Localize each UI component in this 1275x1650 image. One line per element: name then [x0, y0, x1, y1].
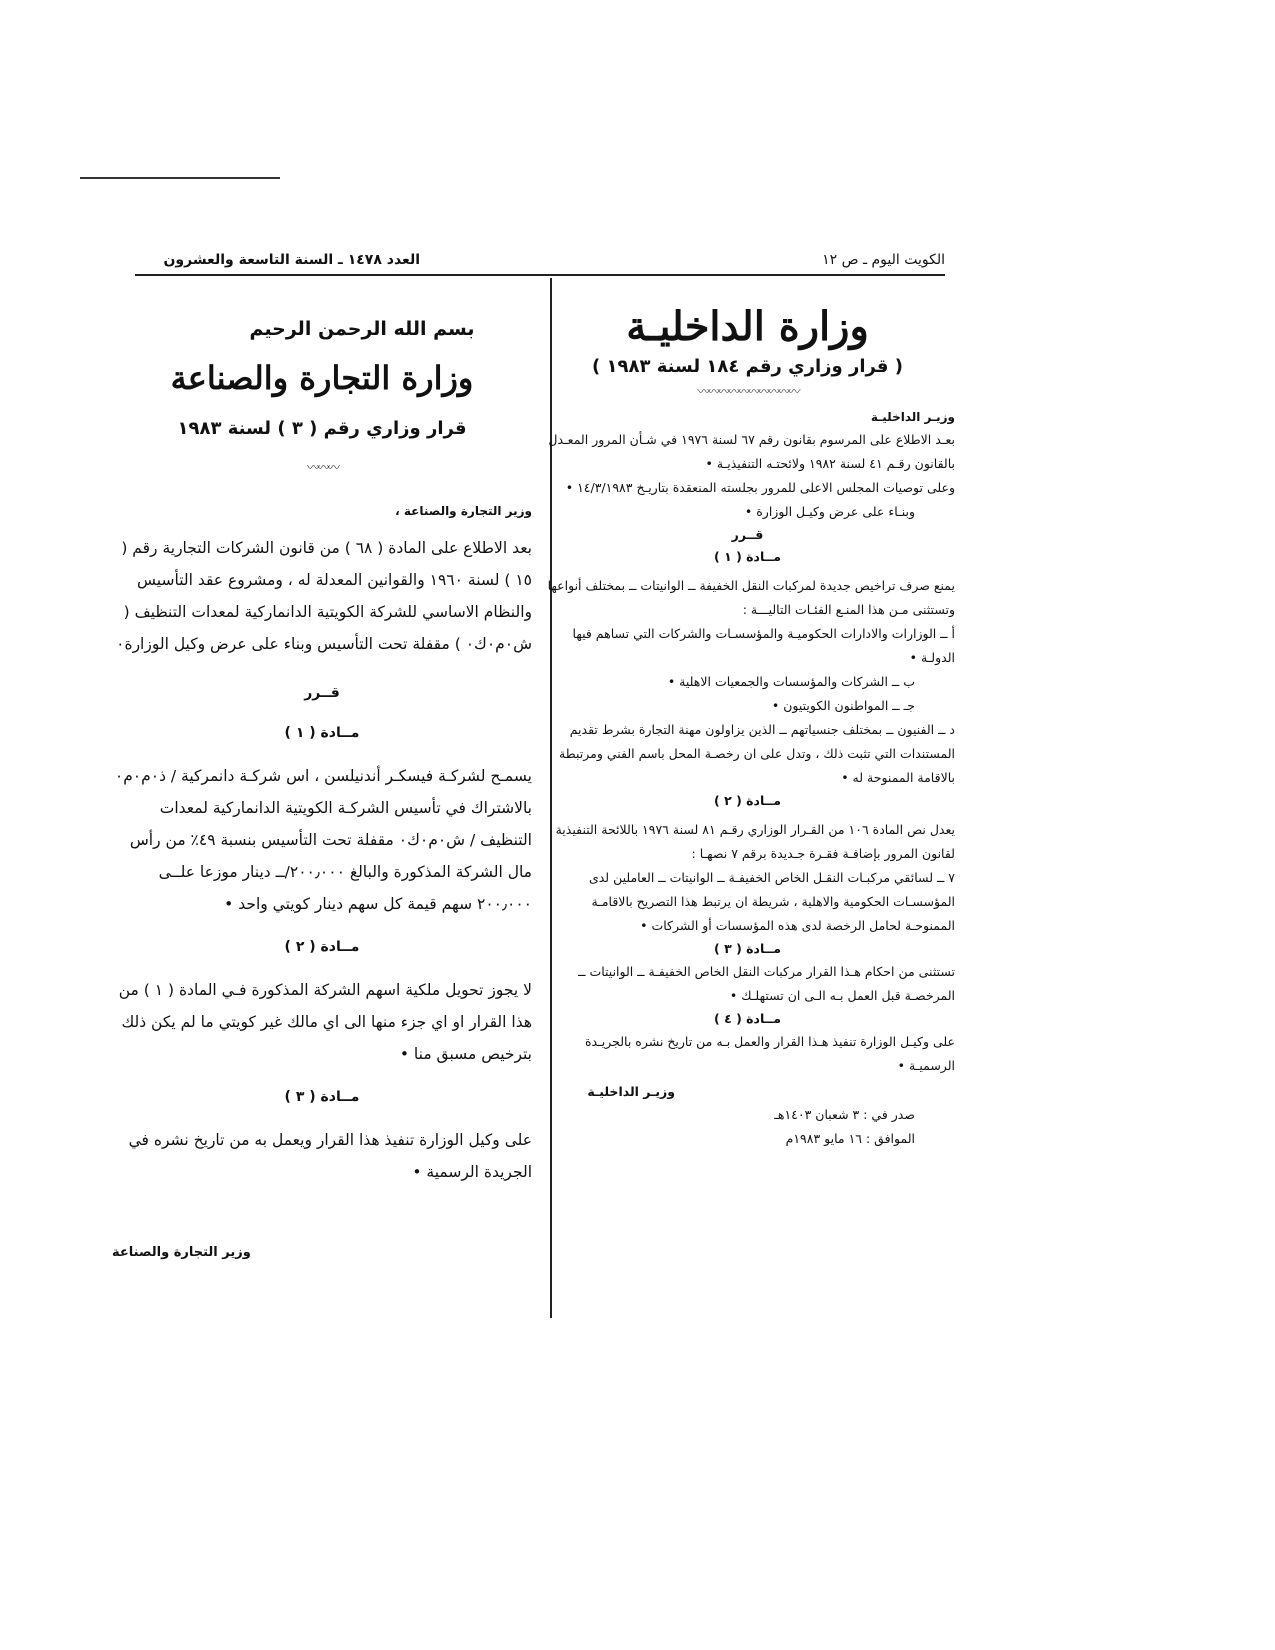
decision-title: قرار وزاري رقم ( ٣ ) لسنة ١٩٨٣ — [177, 418, 467, 439]
article-3-text: على وكيل الوزارة تنفيذ هذا القرار ويعمل به من تاريخ نشره في الجريدة الرسمية • — [128, 1131, 532, 1181]
article-4-title: مــادة ( ٤ ) — [714, 1011, 781, 1026]
article-1-title: مــادة ( ١ ) — [714, 549, 781, 564]
list-item: أ ــ الوزارات والادارات الحكوميـة والمؤسسـات والشركات التي تساهم فيها الدولـة • — [572, 626, 955, 665]
preamble-paragraph: وعلى توصيات المجلس الاعلى للمرور بجلسته المنعقدة بتاريـخ ١٤/٣/١٩٨٣ • — [565, 480, 955, 495]
decides-heading: قــرر — [731, 527, 764, 542]
wavy-divider: 〰〰〰〰〰〰〰〰〰〰 — [697, 385, 798, 400]
article-2-text: لا يجوز تحويل ملكية اسهم الشركة المذكورة فـي المادة ( ١ ) من هذا القرار او اي جزء منها الى اي مالك غير كويتي ما لم يكن ذلك بترخيص مسبق منا • — [118, 981, 532, 1063]
header-rule — [135, 274, 945, 276]
list-item: ٧ ــ لسائقي مركبـات النقـل الخاص الخفيفـة ــ الوانيتات ــ العاملين لدى المؤسسـات الحكومية والاهلية ، شريطة ان يرتبط هذا التصريح بالاقامـة الممنوحـة لحامل الرخصة لدى هذه المؤسسات أو الشركات • — [588, 870, 955, 933]
article-2-title: مــادة ( ٢ ) — [714, 793, 781, 808]
list-item: ب ــ الشركات والمؤسسات والجمعيات الاهلية • — [667, 674, 915, 689]
commerce-ministry-column — [112, 318, 532, 1188]
basmala: بسم الله الرحمن الرحيم — [249, 318, 475, 340]
article-1-text: يمنع صرف تراخيص جديدة لمركبات النقل الخفيفة ــ الوانيتات ــ بمختلف أنواعها وتستثنى مـن هذا المنـع الفئـات التاليـــة : — [547, 578, 955, 617]
minister-label: وزيـر الداخليـة — [870, 410, 955, 424]
article-4-text: على وكيـل الوزارة تنفيذ هـذا القرار والعمل بـه من تاريخ نشره بالجريـدة الرسميـة • — [584, 1034, 955, 1073]
article-1-title: مــادة ( ١ ) — [284, 725, 360, 741]
list-item: د ــ الفنيون ــ بمختلف جنسياتهم ــ الذين يزاولون مهنة التجارة بشرط تقديم المستندات التي تثبت ذلك ، وتدل على ان رخصـة المحل باسم الفني ومرتبطة بالاقامة الممنوحة له • — [559, 722, 955, 785]
article-2-text: يعدل نص المادة ١٠٦ من القـرار الوزاري رقـم ٨١ لسنة ١٩٧٦ باللائحة التنفيذية لقانون المرور بإضافـة فقـرة جـديدة برقم ٧ نصهـا : — [555, 822, 955, 861]
interior-ministry-column — [540, 300, 955, 1151]
article-1-text: يسمـح لشركـة فيسكـر أندنيلسن ، اس شركـة دانمركية / ذ٠م٠م٠ بالاشتراك في تأسيس الشركـة الكويتية الدانماركية لمعدات التنظيف / ش٠م٠ك٠ مقفلة تحت التأسيس بنسبة ٤٩٪ من رأس مال الشركة المذكورة والبالغ ٢٠٠٫٠٠٠/ــ دينار موزعا علــى ٢٠٠٫٠٠٠ سهم قيمة كل سهم دينار كويتي واحد • — [114, 767, 532, 913]
preamble-paragraph: بعـد الاطلاع على المرسوم بقانون رقم ٦٧ لسنة ١٩٧٦ في شـأن المرور المعـدل بالقانون رقـم ٤١ لسنة ١٩٨٢ ولائحتـه التنفيذيـة • — [548, 432, 955, 471]
preamble-paragraph: وبنـاء على عرض وكيـل الوزارة • — [744, 504, 915, 519]
issue-number: العدد ١٤٧٨ ـ السنة التاسعة والعشرون — [163, 252, 420, 268]
article-3-text: تستثنى من احكام هـذا القرار مركبات النقل الخاص الخفيفـة ــ الوانيتات ــ المرخصـة قبل العمل بـه الـى ان تستهلـك • — [578, 964, 955, 1003]
article-2-title: مــادة ( ٢ ) — [284, 939, 360, 955]
signature: وزير التجارة والصناعة — [112, 1245, 251, 1260]
article-3-title: مــادة ( ٣ ) — [714, 941, 781, 956]
gazette-page: الكويت اليوم ـ ص ١٢ — [822, 252, 945, 268]
article-3-title: مــادة ( ٣ ) — [284, 1089, 360, 1105]
preamble-paragraph: بعد الاطلاع على المادة ( ٦٨ ) من قانون الشركات التجارية رقم ( ١٥ ) لسنة ١٩٦٠ والقوانين المعدلة له ، ومشروع عقد التأسيس والنظام الاساسي للشركة الكويتية الدانماركية لمعدات التنظيف ( ش٠م٠ك٠ ) مقفلة تحت التأسيس وبناء على عرض وكيل الوزارة٠ — [116, 539, 532, 653]
decision-title: ( قرار وزاري رقم ١٨٤ لسنة ١٩٨٣ ) — [592, 356, 903, 377]
corresponding-date: الموافق : ١٦ مايو ١٩٨٣م — [785, 1131, 915, 1146]
ministry-title: وزارة التجارة والصناعة — [170, 359, 474, 397]
top-rule — [80, 177, 280, 179]
list-item: جـ ــ المواطنون الكويتيون • — [771, 698, 915, 713]
minister-label: وزير التجارة والصناعة ، — [395, 504, 532, 518]
signature: وزيـر الداخليـة — [587, 1084, 675, 1099]
ministry-title: وزارة الداخليـة — [626, 303, 869, 350]
decides-heading: قــرر — [304, 685, 340, 701]
wavy-divider: 〰〰〰 — [306, 461, 337, 476]
issue-date: صدر في : ٣ شعبان ١٤٠٣هـ — [774, 1107, 915, 1122]
